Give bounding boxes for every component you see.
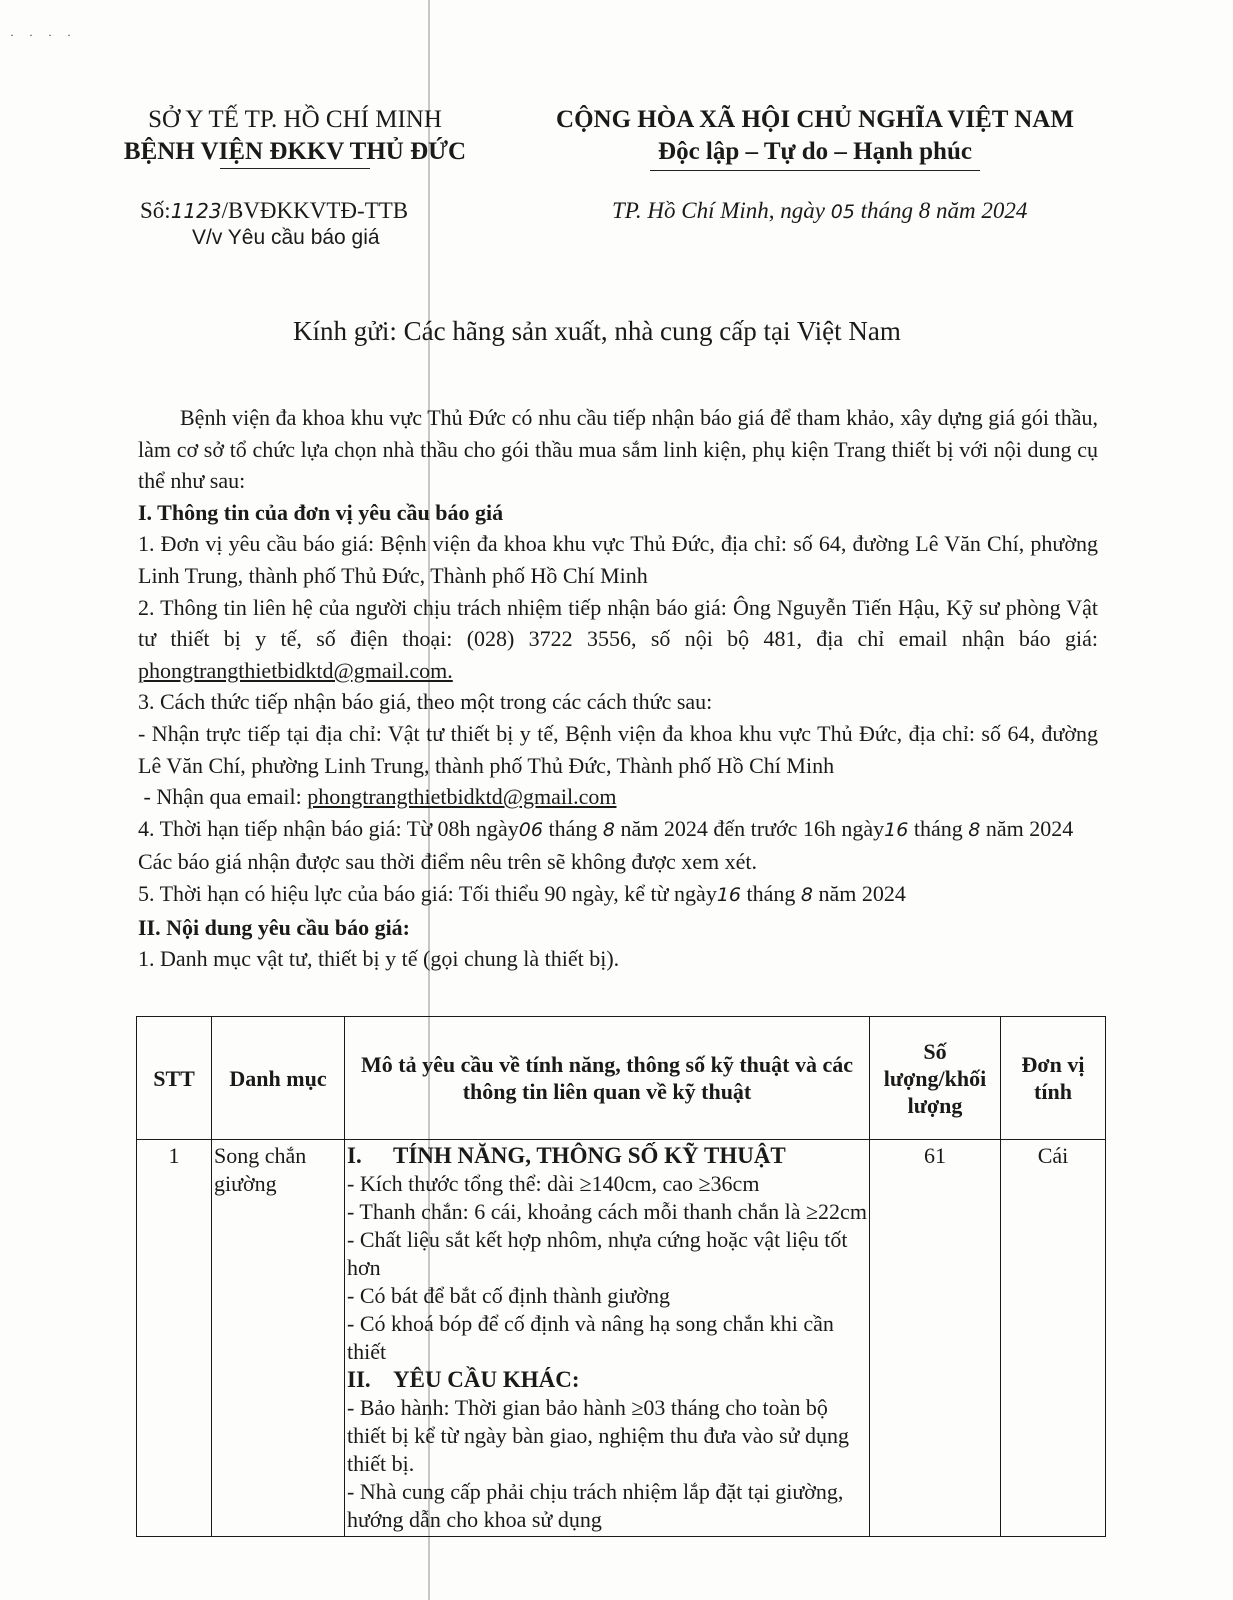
header-unit: Đơn vị tính (1001, 1017, 1106, 1140)
row-description (345, 1140, 870, 1537)
handwritten-month: 8 (968, 818, 981, 841)
document-number: Số:1123/BVĐKKVTĐ-TTB (140, 198, 409, 223)
items-table (136, 1016, 1106, 1537)
handwritten-day: 05 (830, 201, 855, 223)
spec-line: - Có bát để bắt cố định thành giường (347, 1283, 670, 1308)
header-description: Mô tả yêu cầu về tính năng, thông số kỹ thuật và các thông tin liên quan về kỹ thuật (345, 1017, 870, 1140)
item-1: 1. Đơn vị yêu cầu báo giá: Bệnh viện đa khoa khu vực Thủ Đức, địa chỉ: số 64, đường Lê Văn Chí, phường Linh Trung, thành phố Thủ Đức, Thành phố Hồ Chí Minh (138, 531, 1098, 588)
row-stt: 1 (137, 1140, 212, 1537)
table-row (137, 1140, 1106, 1537)
document-subject: V/v Yêu cầu báo giá (192, 226, 380, 249)
section-1-heading: I. Thông tin của đơn vị yêu cầu báo giá (138, 499, 504, 525)
intro-paragraph: Bệnh viện đa khoa khu vực Thủ Đức có nhu cầu tiếp nhận báo giá để tham khảo, xây dựng giá gói thầu, làm cơ sở tổ chức lựa chọn nhà thầu cho gói thầu mua sắm linh kiện, phụ kiện Trang thiết bị với nội dung cụ thể như sau: (138, 405, 1098, 494)
place-and-date: TP. Hồ Chí Minh, ngày 05 tháng 8 năm 2024 (612, 198, 1028, 223)
handwritten-month: 8 (602, 818, 615, 841)
scan-specks: · · · · (10, 28, 77, 42)
issuer-underline (220, 168, 370, 169)
national-header (525, 104, 1105, 171)
spec-line: - Chất liệu sắt kết hợp nhôm, nhựa cứng hoặc vật liệu tốt hơn (347, 1227, 848, 1280)
other-section-heading: II. YÊU CẦU KHÁC: (347, 1367, 580, 1392)
spec-line: - Có khoá bóp để cố định và nâng hạ song chắn khi cần thiết (347, 1311, 834, 1364)
list-intro: 1. Danh mục vật tư, thiết bị y tế (gọi chung là thiết bị). (138, 946, 620, 972)
spec-section-heading: I. TÍNH NĂNG, THÔNG SỐ KỸ THUẬT (347, 1143, 786, 1168)
recipient-line: Kính gửi: Các hãng sản xuất, nhà cung cấp tại Việt Nam (293, 316, 901, 346)
table-header-row (137, 1017, 1106, 1140)
handwritten-month: 8 (800, 883, 813, 906)
item-3-direct: - Nhận trực tiếp tại địa chỉ: Vật tư thiết bị y tế, Bệnh viện đa khoa khu vực Thủ Đức, địa chỉ: số 64, đường Lê Văn Chí, phường Linh Trung, thành phố Thủ Đức, Thành phố Hồ Chí Minh (138, 720, 1098, 778)
spec-line: - Kích thước tổng thể: dài ≥140cm, cao ≥36cm (347, 1171, 760, 1196)
row-quantity: 61 (870, 1140, 1001, 1537)
item-3: 3. Cách thức tiếp nhận báo giá, theo một trong các cách thức sau: (138, 689, 713, 715)
motto-underline (650, 170, 980, 171)
section-2-heading: II. Nội dung yêu cầu báo giá: (138, 914, 411, 940)
row-unit: Cái (1001, 1140, 1106, 1537)
item-4-note: Các báo giá nhận được sau thời điểm nêu trên sẽ không được xem xét. (138, 849, 757, 875)
other-line: - Nhà cung cấp phải chịu trách nhiệm lắp đặt tại giường, hướng dẫn cho khoa sử dụng (347, 1479, 844, 1532)
header-name: Danh mục (212, 1017, 345, 1140)
national-motto: Độc lập – Tự do – Hạnh phúc (658, 138, 972, 165)
issuer-hospital: BỆNH VIỆN ĐKKV THỦ ĐỨC (123, 138, 467, 165)
row-name: Song chắn giường (212, 1140, 345, 1537)
handwritten-day: 16 (884, 818, 909, 841)
spec-line: - Thanh chắn: 6 cái, khoảng cách mỗi thanh chắn là ≥22cm (347, 1199, 867, 1224)
national-title: CỘNG HÒA XÃ HỘI CHỦ NGHĨA VIỆT NAM (556, 106, 1074, 133)
header-quantity: Số lượng/khối lượng (870, 1017, 1001, 1140)
other-line: - Bảo hành: Thời gian bảo hành ≥03 tháng cho toàn bộ thiết bị kể từ ngày bàn giao, nghiệm thu đưa vào sử dụng thiết bị. (347, 1395, 849, 1476)
document-body (138, 402, 1098, 975)
item-5: 5. Thời hạn có hiệu lực của báo giá: Tối thiểu 90 ngày, kể từ ngày16 tháng 8 năm 2024 (138, 880, 906, 906)
email-link[interactable]: phongtrangthietbidktd@gmail.com. (138, 657, 453, 683)
issuer-department: SỞ Y TẾ TP. HỒ CHÍ MINH (148, 106, 442, 133)
issuer-header (105, 104, 485, 169)
header-stt: STT (137, 1017, 212, 1140)
handwritten-day: 06 (518, 818, 543, 841)
handwritten-day: 16 (716, 883, 742, 906)
email-link[interactable]: phongtrangthietbidktd@gmail.com (307, 784, 617, 810)
item-4: 4. Thời hạn tiếp nhận báo giá: Từ 08h ngày06 tháng 8 năm 2024 đến trước 16h ngày16 tháng 8 năm 2024 (138, 815, 1074, 841)
item-2: 2. Thông tin liên hệ của người chịu trách nhiệm tiếp nhận báo giá: Ông Nguyễn Tiến Hậu, Kỹ sư phòng Vật tư thiết bị y tế, số điện thoại: (028) 3722 3556, số nội bộ 481, địa chỉ email nhận báo giá: phongtrangthietbidktd@gmail.com. (138, 594, 1098, 683)
item-3-email: - Nhận qua email: phongtrangthietbidktd@gmail.com (138, 784, 617, 810)
handwritten-number: 1123 (170, 199, 222, 223)
